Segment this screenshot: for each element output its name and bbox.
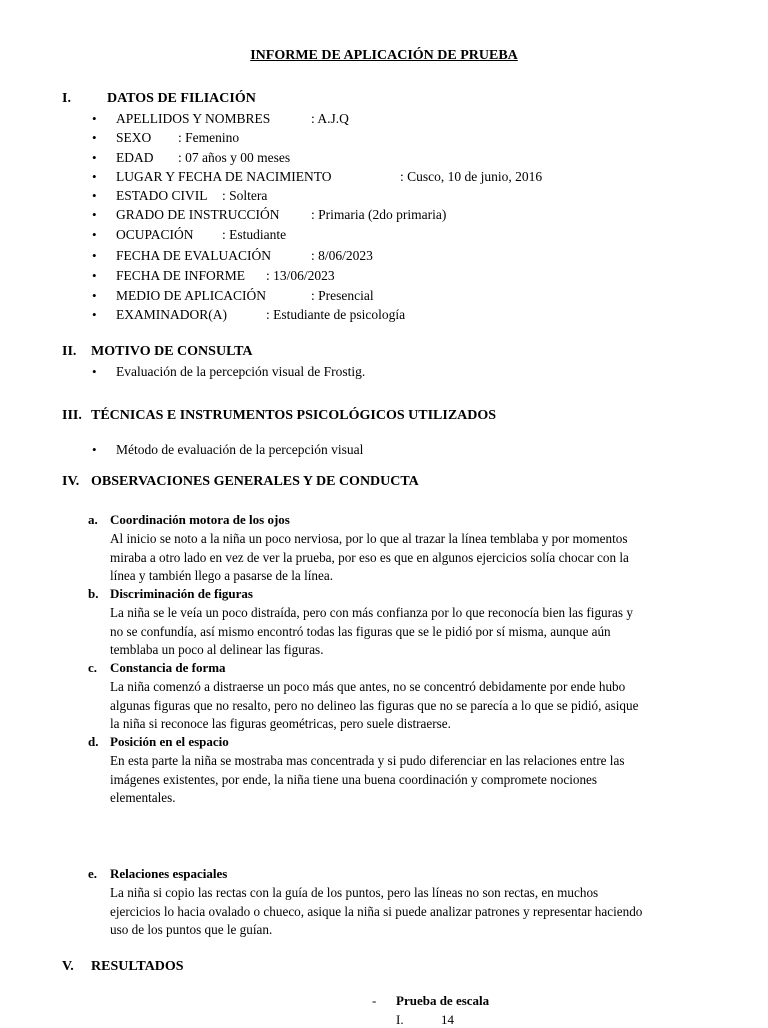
paragraph-line: no se confundía, así mismo encontró todas las figuras que se le pidió por sí misma, aunque aún <box>110 623 611 639</box>
paragraph-line: miraba a otro lado en vez de ver la prueba, por eso es que en algunos ejercicios solía chocar con la <box>110 549 629 565</box>
section-3-title: TÉCNICAS E INSTRUMENTOS PSICOLÓGICOS UTILIZADOS <box>91 408 497 423</box>
list-bullet: • <box>92 207 97 222</box>
observation-letter: d. <box>88 734 99 749</box>
list-bullet: • <box>92 188 97 203</box>
tecnicas-item: Método de evaluación de la percepción visual <box>116 442 364 457</box>
filiacion-label: FECHA DE EVALUACIÓN <box>116 248 272 263</box>
filiacion-label: OCUPACIÓN <box>116 227 194 242</box>
paragraph-line: La niña se le veía un poco distraída, pero con más confianza por lo que reconocía bien las figuras y <box>110 605 633 620</box>
list-bullet: • <box>92 248 97 263</box>
observation-letter: a. <box>88 512 98 527</box>
filiacion-value: : 13/06/2023 <box>266 268 335 283</box>
observation-paragraph <box>110 678 722 734</box>
observation-letter: e. <box>88 866 98 881</box>
list-bullet: • <box>92 364 97 379</box>
filiacion-label: APELLIDOS Y NOMBRES <box>116 111 271 126</box>
observation-title: Relaciones espaciales <box>110 866 228 881</box>
filiacion-label: EDAD <box>116 150 154 165</box>
observation-paragraph <box>110 604 722 660</box>
paragraph-line: La niña si copio las rectas con la guía de los puntos, pero las líneas no son rectas, en muchos <box>110 885 599 900</box>
section-5-title: RESULTADOS <box>91 959 184 974</box>
paragraph-line: elementales. <box>110 790 176 805</box>
list-bullet: • <box>92 288 97 303</box>
results-row-number: I. <box>396 1012 404 1027</box>
filiacion-label: FECHA DE INFORME <box>116 268 246 283</box>
section-5-number: V. <box>62 959 74 974</box>
filiacion-label: ESTADO CIVIL <box>116 188 208 203</box>
paragraph-line: algunas figuras que no resalto, pero no delineo las figuras que no se parecía a lo que se pidió, asique <box>110 697 639 713</box>
filiacion-value: : Primaria (2do primaria) <box>311 207 447 222</box>
results-label: Prueba de escala <box>396 993 490 1008</box>
section-3-number: III. <box>62 408 82 423</box>
paragraph-line: Al inicio se noto a la niña un poco nerviosa, por lo que al trazar la línea temblaba y por momentos <box>110 531 628 546</box>
filiacion-value: : 8/06/2023 <box>311 248 373 263</box>
filiacion-value: : A.J.Q <box>311 111 349 126</box>
list-bullet: • <box>92 111 97 126</box>
paragraph-line: En esta parte la niña se mostraba mas concentrada y si pudo diferenciar en las relaciones entre las <box>110 753 625 768</box>
paragraph-line: imágenes existentes, por ende, la niña tiene una buena coordinación y compromete nociones <box>110 771 598 787</box>
list-bullet: • <box>92 169 97 184</box>
results-dash: - <box>372 993 377 1008</box>
motivo-item: Evaluación de la percepción visual de Frostig. <box>116 364 366 379</box>
observation-letter: b. <box>88 586 99 601</box>
filiacion-label: EXAMINADOR(A) <box>116 307 227 322</box>
paragraph-line: La niña comenzó a distraerse un poco más que antes, no se concentró debidamente por ende hubo <box>110 679 626 694</box>
observation-title: Posición en el espacio <box>110 734 229 749</box>
section-1-number: I. <box>62 91 71 106</box>
observation-title: Discriminación de figuras <box>110 586 253 601</box>
paragraph-line: uso de los puntos que le guían. <box>110 922 273 937</box>
list-bullet: • <box>92 307 97 322</box>
filiacion-value: : Cusco, 10 de junio, 2016 <box>400 169 543 184</box>
filiacion-value: : Estudiante <box>222 227 287 242</box>
list-bullet: • <box>92 442 97 457</box>
filiacion-value: : Presencial <box>311 288 374 303</box>
paragraph-line: línea y también llego a pasarse de la línea. <box>110 568 333 583</box>
filiacion-value: : 07 años y 00 meses <box>178 150 291 165</box>
observation-paragraph <box>110 752 722 808</box>
paragraph-line: ejercicios lo hacia ovalado o chueco, asique la niña si puede analizar patrones y representar haciendo <box>110 903 643 919</box>
observation-title: Coordinación motora de los ojos <box>110 512 290 527</box>
section-2-title: MOTIVO DE CONSULTA <box>91 344 253 359</box>
filiacion-label: SEXO <box>116 130 152 145</box>
filiacion-value: : Estudiante de psicología <box>266 307 406 322</box>
observation-letter: c. <box>88 660 98 675</box>
section-1-title: DATOS DE FILIACIÓN <box>107 91 256 106</box>
list-bullet: • <box>92 227 97 242</box>
observation-paragraph <box>110 530 722 586</box>
observation-title: Constancia de forma <box>110 660 226 675</box>
section-4-number: IV. <box>62 474 80 489</box>
section-4-title: OBSERVACIONES GENERALES Y DE CONDUCTA <box>91 474 419 489</box>
paragraph-line: temblaba un poco al delinear las figuras. <box>110 642 324 657</box>
paragraph-line: la niña si reconoce las figuras geométricas, pero suele distraerse. <box>110 716 451 731</box>
filiacion-label: GRADO DE INSTRUCCIÓN <box>116 207 280 222</box>
filiacion-value: : Femenino <box>178 130 240 145</box>
section-2-number: II. <box>62 344 77 359</box>
list-bullet: • <box>92 130 97 145</box>
list-bullet: • <box>92 268 97 283</box>
list-bullet: • <box>92 150 97 165</box>
filiacion-label: LUGAR Y FECHA DE NACIMIENTO <box>116 169 332 184</box>
results-row-value: 14 <box>441 1012 454 1027</box>
filiacion-label: MEDIO DE APLICACIÓN <box>116 288 266 303</box>
observation-paragraph <box>110 884 722 940</box>
filiacion-value: : Soltera <box>222 188 268 203</box>
document-title: INFORME DE APLICACIÓN DE PRUEBA <box>250 48 518 63</box>
